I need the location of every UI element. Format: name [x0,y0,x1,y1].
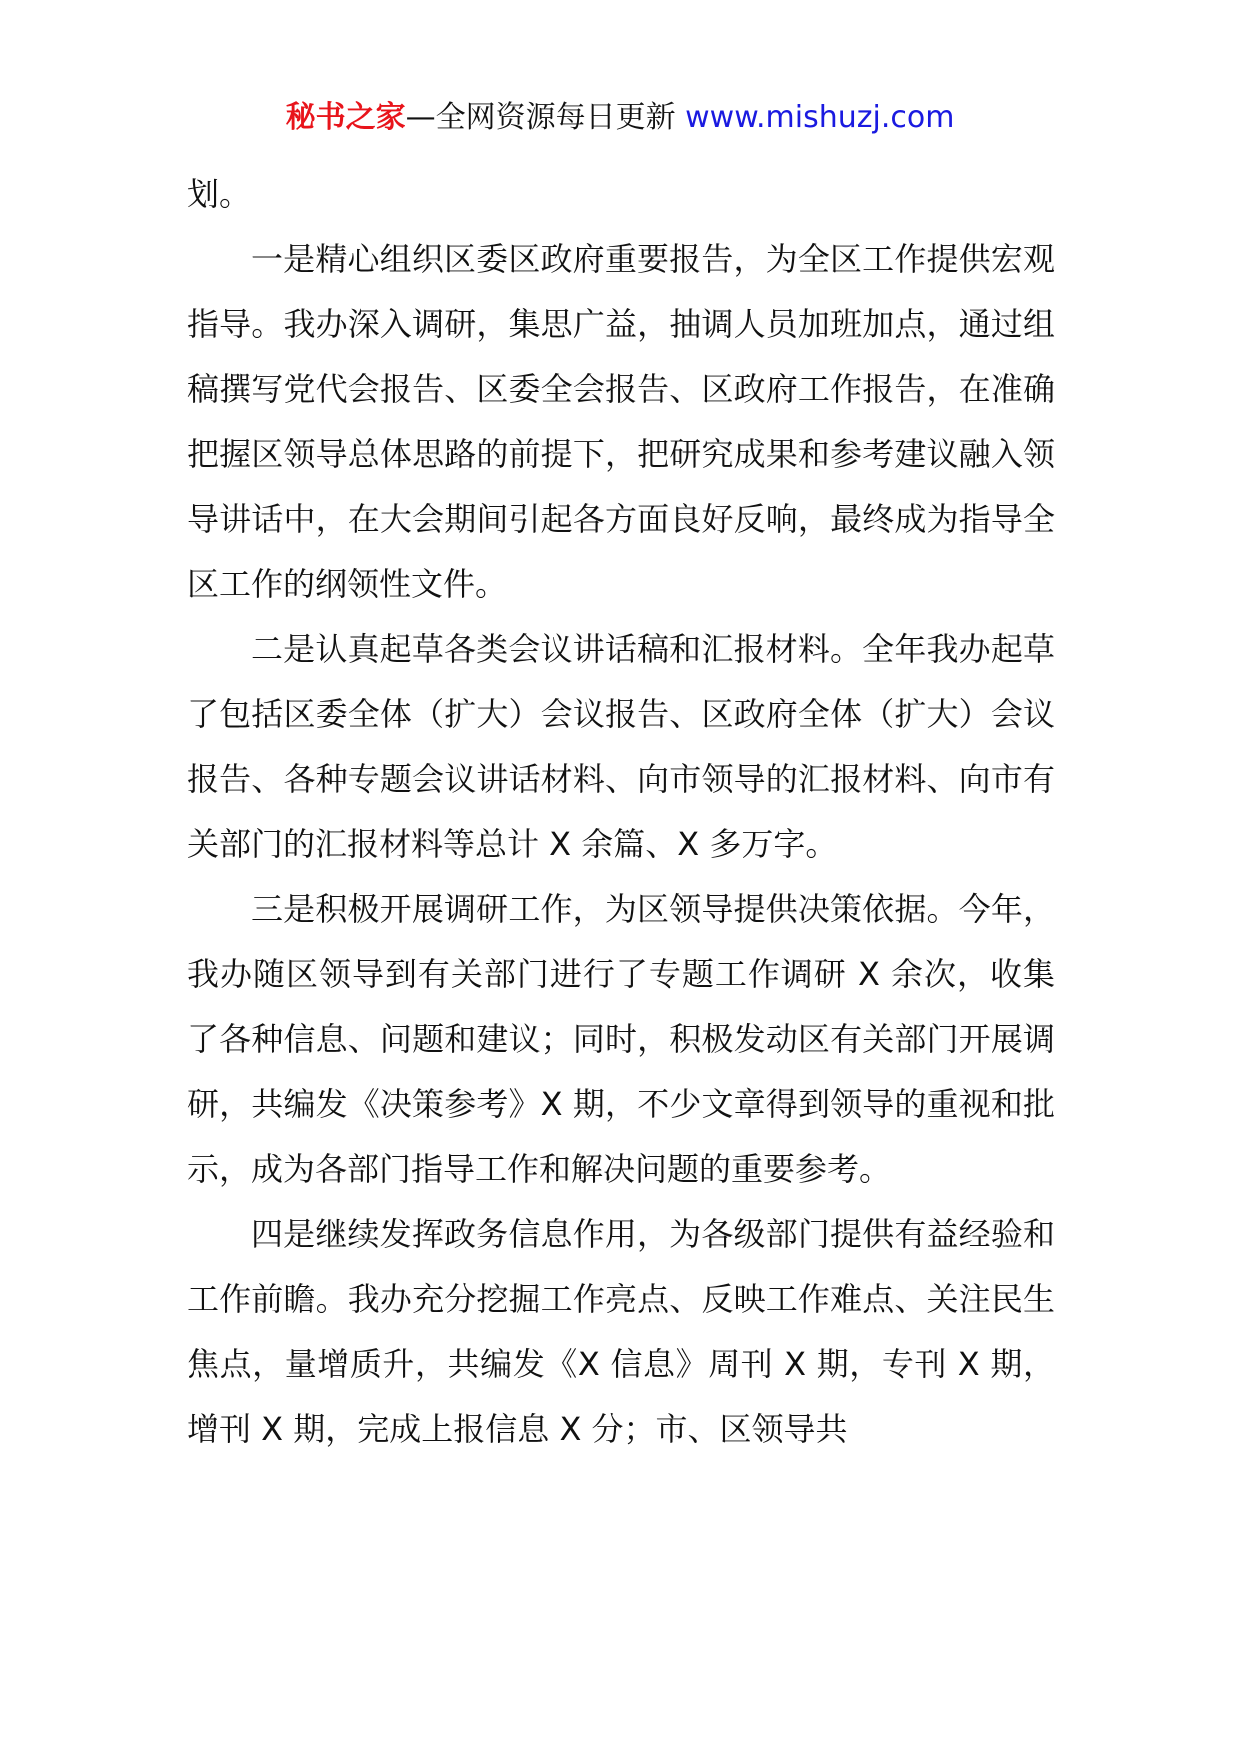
paragraph-3: 三是积极开展调研工作，为区领导提供决策依据。今年，我办随区领导到有关部门进行了专题工作调研 X 余次，收集了各种信息、问题和建议；同时，积极发动区有关部门开展调研，共编发《决策参考》X 期，不少文章得到领导的重视和批示，成为各部门指导工作和解决问题的重要参考。 [187,890,1055,1188]
paragraph-1: 一是精心组织区委区政府重要报告，为全区工作提供宏观指导。我办深入调研，集思广益，抽调人员加班加点，通过组稿撰写党代会报告、区委全会报告、区政府工作报告，在准确把握区领导总体思路的前提下，把研究成果和参考建议融入领导讲话中，在大会期间引起各方面良好反响，最终成为指导全区工作的纲领性文件。 [187,240,1055,603]
continuation-line: 划。 [187,175,252,213]
document-body [187,162,1055,1462]
header-brand: 秘书之家 [285,100,406,135]
header-url[interactable]: www.mishuzj.com [685,100,955,135]
watermark-header [0,98,1240,138]
paragraph-2: 二是认真起草各类会议讲话稿和汇报材料。全年我办起草了包括区委全体（扩大）会议报告、区政府全体（扩大）会议报告、各种专题会议讲话材料、向市领导的汇报材料、向市有关部门的汇报材料等总计 X 余篇、X 多万字。 [187,630,1055,863]
header-tagline: —全网资源每日更新 [405,100,686,135]
paragraph-4: 四是继续发挥政务信息作用，为各级部门提供有益经验和工作前瞻。我办充分挖掘工作亮点、反映工作难点、关注民生焦点，量增质升，共编发《X 信息》周刊 X 期，专刊 X 期，增刊 X 期，完成上报信息 X 分；市、区领导共 [187,1215,1055,1448]
